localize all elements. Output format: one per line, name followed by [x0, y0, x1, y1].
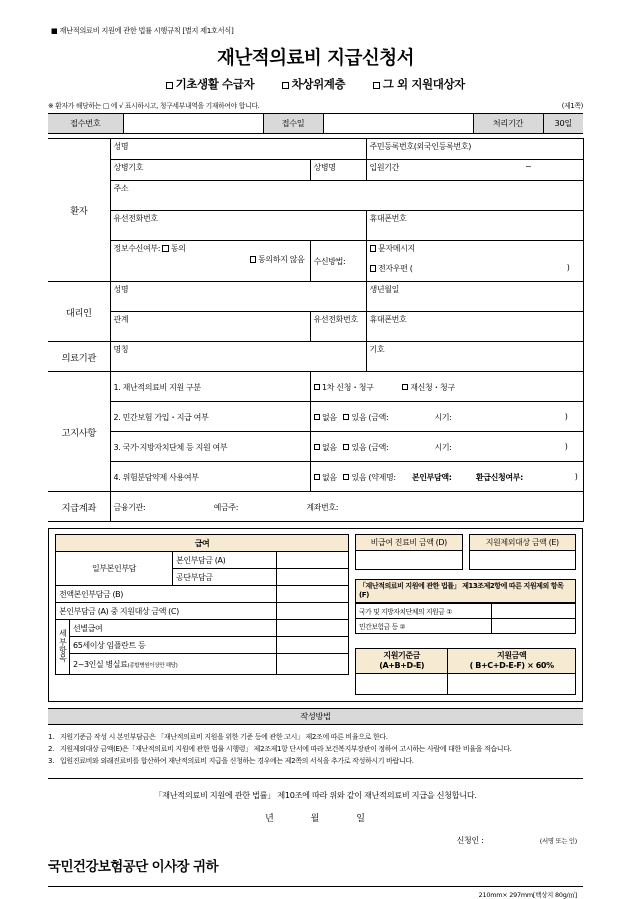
table-row	[56, 535, 349, 552]
notice-2-none: 없음	[322, 412, 337, 422]
partial-self-pay-label: 일부본인부담	[56, 552, 173, 586]
self-pay-a-label: 본인부담금 (A)	[173, 552, 277, 569]
patient-landline-field[interactable]: 유선전화번호	[110, 211, 366, 241]
howto-item-text: 지원기준금 작성 시 본인부담금은 「재난적의료비 지원을 위한 기준 등에 관한 고시」 제2조에 따른 비율으로 한다.	[60, 733, 388, 742]
checkbox-icon[interactable]	[250, 256, 257, 263]
receipt-table	[48, 113, 583, 134]
notice-3-exists: 있음 (금액:	[351, 442, 389, 452]
applicant-label: 신청인 :	[456, 836, 484, 846]
table-row	[56, 552, 349, 569]
consent-label: 정보수신여부:	[113, 244, 161, 253]
d-e-row	[355, 534, 576, 570]
account-bank-label: 금융기관:	[113, 502, 146, 512]
target-options	[48, 76, 583, 92]
table-row	[48, 402, 583, 432]
receive-method-label: 수신방법:	[310, 241, 366, 282]
agent-birth-field[interactable]: 생년월일	[366, 282, 583, 312]
base-amount-formula: (A+B+D-E)	[379, 661, 425, 671]
account-section-label: 지급계좌	[48, 492, 110, 522]
table-row	[48, 139, 583, 160]
notice-2-options[interactable]	[310, 402, 583, 432]
notice-1-label: 1. 재난적의료비 지원 구분	[110, 372, 310, 402]
excluded-items-f-table	[355, 579, 576, 634]
non-benefit-d-value[interactable]	[355, 551, 463, 570]
notice-3-none: 없음	[322, 442, 337, 452]
support-amount-formula: ( B+C+D-E-F) × 60%	[469, 661, 554, 671]
notice-1-option-1: 1차 신청・청구	[322, 382, 374, 392]
notice-1-options[interactable]	[310, 372, 583, 402]
f-row-2-value[interactable]	[492, 619, 576, 634]
table-row	[48, 181, 583, 211]
howto-section-bar: 작성방법	[48, 708, 583, 725]
f-row-1-label: 국가 및 지방자치단체의 지원금 ①	[356, 604, 492, 619]
howto-item-text: 입원진료비와 외래진료비를 합산하여 재난적의료비 지급을 신청하는 경우에는 제2쪽의 서식을 추가로 작성하시기 바랍니다.	[60, 757, 414, 766]
detail-items-vertical-label: 세부항목	[56, 620, 70, 675]
notice-4-exists: 있음 (약제명:	[351, 472, 396, 482]
f-row-1-value[interactable]	[492, 604, 576, 619]
receipt-number-value[interactable]	[123, 114, 263, 134]
institution-name-field[interactable]: 명칭	[110, 342, 366, 372]
table-row	[48, 282, 583, 312]
admission-period-field[interactable]	[366, 160, 583, 181]
account-holder-label: 예금주:	[213, 502, 239, 512]
agent-name-field[interactable]: 성명	[110, 282, 366, 312]
notice-4-none: 없음	[322, 472, 337, 482]
checkbox-icon[interactable]	[343, 474, 350, 481]
date-year-label: 년	[265, 814, 275, 825]
notice-3-options[interactable]	[310, 432, 583, 462]
notice-3-close: )	[564, 441, 568, 451]
detail-row-3-value[interactable]	[277, 654, 349, 675]
benefit-table-wrap	[55, 534, 348, 695]
method-sms-option[interactable]	[366, 241, 583, 262]
target-option-basic-livelihood[interactable]	[166, 76, 254, 92]
table-row	[356, 649, 576, 674]
excluded-e-label: 지원제외대상 금액 (E)	[469, 534, 577, 551]
patient-address-field[interactable]: 주소	[110, 181, 583, 211]
detail-row-3-note: (종합병원이상만 해당)	[127, 662, 178, 669]
howto-item-number: 2.	[48, 745, 54, 754]
patient-rrn-field[interactable]: 주민등록번호(외국인등록번호)	[366, 139, 583, 160]
howto-item-number: 1.	[48, 733, 54, 742]
checkbox-icon[interactable]	[282, 82, 289, 89]
consent-no-label: 동의하지 않음	[258, 255, 305, 264]
excluded-e-box	[469, 534, 577, 570]
support-amount-value[interactable]	[448, 674, 576, 695]
seal-note: (서명 또는 인)	[539, 837, 577, 846]
notice-3-label: 3. 국가·지방자치단체 등 지원 여부	[110, 432, 310, 462]
checkbox-icon[interactable]	[370, 245, 377, 252]
agent-relation-field[interactable]: 관계	[110, 312, 310, 342]
patient-name-field[interactable]: 성명	[110, 139, 366, 160]
checkbox-icon[interactable]	[373, 82, 380, 89]
method-sms-label: 문자메시지	[378, 244, 415, 253]
notices-section-label: 고지사항	[48, 372, 110, 492]
method-email-option[interactable]	[366, 261, 583, 282]
form-reference: ■ 재난적의료비 지원에 관한 법률 시행규칙 [별지 제1호서식]	[51, 26, 234, 35]
date-line[interactable]	[48, 811, 583, 824]
howto-list	[48, 732, 583, 767]
detail-row-2-value[interactable]	[277, 637, 349, 654]
account-number-label: 계좌번호:	[306, 502, 339, 512]
notice-1-option-2-wrap[interactable]	[402, 383, 455, 392]
table-row	[48, 160, 583, 181]
addressee: 국민건강보험공단 이사장 귀하	[48, 859, 218, 876]
table-row	[56, 654, 349, 675]
checkbox-icon[interactable]	[166, 82, 173, 89]
calculation-area	[48, 528, 583, 702]
checkbox-icon[interactable]	[314, 384, 321, 391]
bottom-divider	[48, 886, 583, 887]
page-title: 재난적의료비 지급신청서	[216, 48, 415, 69]
checkbox-icon[interactable]	[314, 474, 321, 481]
table-row	[356, 674, 576, 695]
table-row	[48, 211, 583, 241]
excluded-items-f-header: 「재난적의료비 지원에 관한 법률」 제13조제2항에 따른 지원제외 항목 (F)	[355, 579, 576, 603]
target-option-near-poverty[interactable]	[282, 76, 345, 92]
notice-2-extra1: 시기:	[434, 412, 452, 422]
support-amount-header	[448, 649, 576, 674]
notice-2-label: 2. 민간보험 가입・지급 여부	[110, 402, 310, 432]
institution-symbol-field[interactable]: 기호	[366, 342, 583, 372]
detail-row-2-label: 65세이상 임플란트 등	[70, 637, 277, 654]
footer-divider	[48, 778, 583, 779]
agent-section-label: 대리인	[48, 282, 110, 342]
disease-name-field[interactable]: 상병명	[310, 160, 366, 181]
page-label: (제1쪽)	[561, 102, 583, 110]
insurer-pay-label: 공단부담금	[173, 569, 277, 586]
date-day-label: 일	[356, 814, 366, 825]
table-row	[56, 620, 349, 637]
list-item	[48, 756, 583, 767]
non-benefit-d-box	[355, 534, 463, 570]
checkbox-icon[interactable]	[314, 414, 321, 421]
base-amount-label: 지원기준금	[383, 651, 421, 661]
main-form-table	[48, 138, 584, 522]
insurer-pay-value[interactable]	[277, 569, 349, 586]
base-amount-value[interactable]	[356, 674, 448, 695]
benefit-header: 급여	[56, 535, 349, 552]
admission-period-label: 입원기간	[369, 163, 400, 172]
self-pay-a-value[interactable]	[277, 552, 349, 569]
support-amount-label: 지원금액	[497, 651, 527, 661]
method-email-close: )	[566, 263, 570, 272]
list-item	[48, 732, 583, 743]
table-row	[48, 432, 583, 462]
full-self-pay-b-value[interactable]	[277, 586, 349, 603]
table-row	[48, 462, 583, 492]
instruction-note-row	[48, 100, 583, 110]
institution-section-label: 의료기관	[48, 342, 110, 372]
patient-section-label: 환자	[48, 139, 110, 282]
table-row	[48, 312, 583, 342]
table-row	[56, 603, 349, 620]
agent-mobile-field[interactable]: 휴대폰번호	[366, 312, 583, 342]
consent-yes-label: 동의	[170, 244, 186, 253]
notice-4-extra1: 본인부담액:	[411, 472, 452, 482]
agent-landline-field[interactable]: 유선전화번호	[310, 312, 366, 342]
table-row	[48, 492, 583, 522]
notice-2-exists: 있음 (금액:	[351, 412, 389, 422]
notice-1-option-2: 재신청・청구	[410, 382, 455, 392]
notice-4-label: 4. 위험분담약제 사용여부	[110, 462, 310, 492]
non-benefit-d-label: 비급여 진료비 금액 (D)	[355, 534, 463, 551]
f-row-2-label: 민간보험금 등 ②	[356, 619, 492, 634]
checkbox-icon[interactable]	[162, 245, 169, 252]
target-option-label: 기초생활 수급자	[175, 77, 255, 91]
checkbox-icon[interactable]	[402, 384, 409, 391]
application-statement: 「재난적의료비 지원에 관한 법률」 제10조에 따라 위와 같이 재난적의료비 지급을 신청합니다.	[154, 790, 477, 801]
account-fields[interactable]	[110, 492, 583, 522]
base-amount-header	[356, 649, 448, 674]
processing-period-label: 처리기간	[473, 114, 543, 134]
disease-code-field[interactable]: 상병기호	[110, 160, 310, 181]
total-table	[355, 648, 576, 695]
notice-4-options[interactable]	[310, 462, 583, 492]
list-item	[48, 744, 583, 755]
right-calc-wrap	[355, 534, 576, 695]
table-row	[356, 604, 576, 619]
checkbox-icon[interactable]	[343, 444, 350, 451]
method-email-label: 전자우편 (	[378, 264, 413, 273]
notice-4-extra2: 환급신청여부:	[475, 472, 523, 482]
patient-mobile-field[interactable]: 휴대폰번호	[366, 211, 583, 241]
detail-row-1-value[interactable]	[277, 620, 349, 637]
target-option-label: 그 외 지원대상자	[382, 77, 465, 91]
table-row	[48, 114, 583, 134]
full-self-pay-b-label: 전액본인부담금 (B)	[56, 586, 277, 603]
target-option-label: 차상위계층	[291, 77, 346, 91]
admission-period-separator: ~	[525, 162, 532, 171]
benefit-table	[55, 534, 349, 675]
notice-4-close: )	[574, 471, 578, 481]
applicant-signature-line[interactable]	[48, 835, 583, 846]
table-row	[56, 586, 349, 603]
target-option-other[interactable]	[373, 76, 465, 92]
support-target-c-label: 본인부담금 (A) 중 지원대상 금액 (C)	[56, 603, 277, 620]
table-row	[48, 342, 583, 372]
detail-row-3-label: 2~3인실 병실료	[73, 659, 128, 669]
table-row	[356, 619, 576, 634]
total-table-wrap	[355, 648, 576, 695]
receipt-number-label: 접수번호	[48, 114, 123, 134]
excluded-e-value[interactable]	[469, 551, 577, 570]
detail-row-3-cell	[70, 654, 277, 675]
notice-2-close: )	[564, 411, 568, 421]
receipt-date-value[interactable]	[323, 114, 473, 134]
consent-field[interactable]	[110, 241, 310, 282]
notice-3-extra1: 시기:	[434, 442, 452, 452]
table-row	[48, 241, 583, 262]
processing-period-value: 30일	[543, 114, 583, 134]
table-row	[48, 372, 583, 402]
instruction-note: ※ 환자가 해당하는 □ 에 √ 표시하시고, 청구세부내역을 기재하여야 합니다.	[48, 102, 260, 110]
checkbox-icon[interactable]	[343, 414, 350, 421]
detail-row-1-label: 선별급여	[70, 620, 277, 637]
checkbox-icon[interactable]	[314, 444, 321, 451]
support-target-c-value[interactable]	[277, 603, 349, 620]
date-month-label: 월	[310, 814, 321, 825]
howto-item-number: 3.	[48, 757, 54, 766]
howto-item-text: 지원제외대상 금액(E)은「재난적의료비 지원에 관한 법률 시행령」 제2조제1항 단서에 따라 보건복지부장관이 정하여 고시하는 사람에 대한 비율을 적습니다.	[60, 745, 512, 754]
paper-specification: 210mm× 297mm[백상지 80g/㎡]	[478, 891, 577, 899]
checkbox-icon[interactable]	[370, 265, 377, 272]
table-row	[56, 637, 349, 654]
receipt-date-label: 접수일	[263, 114, 323, 134]
